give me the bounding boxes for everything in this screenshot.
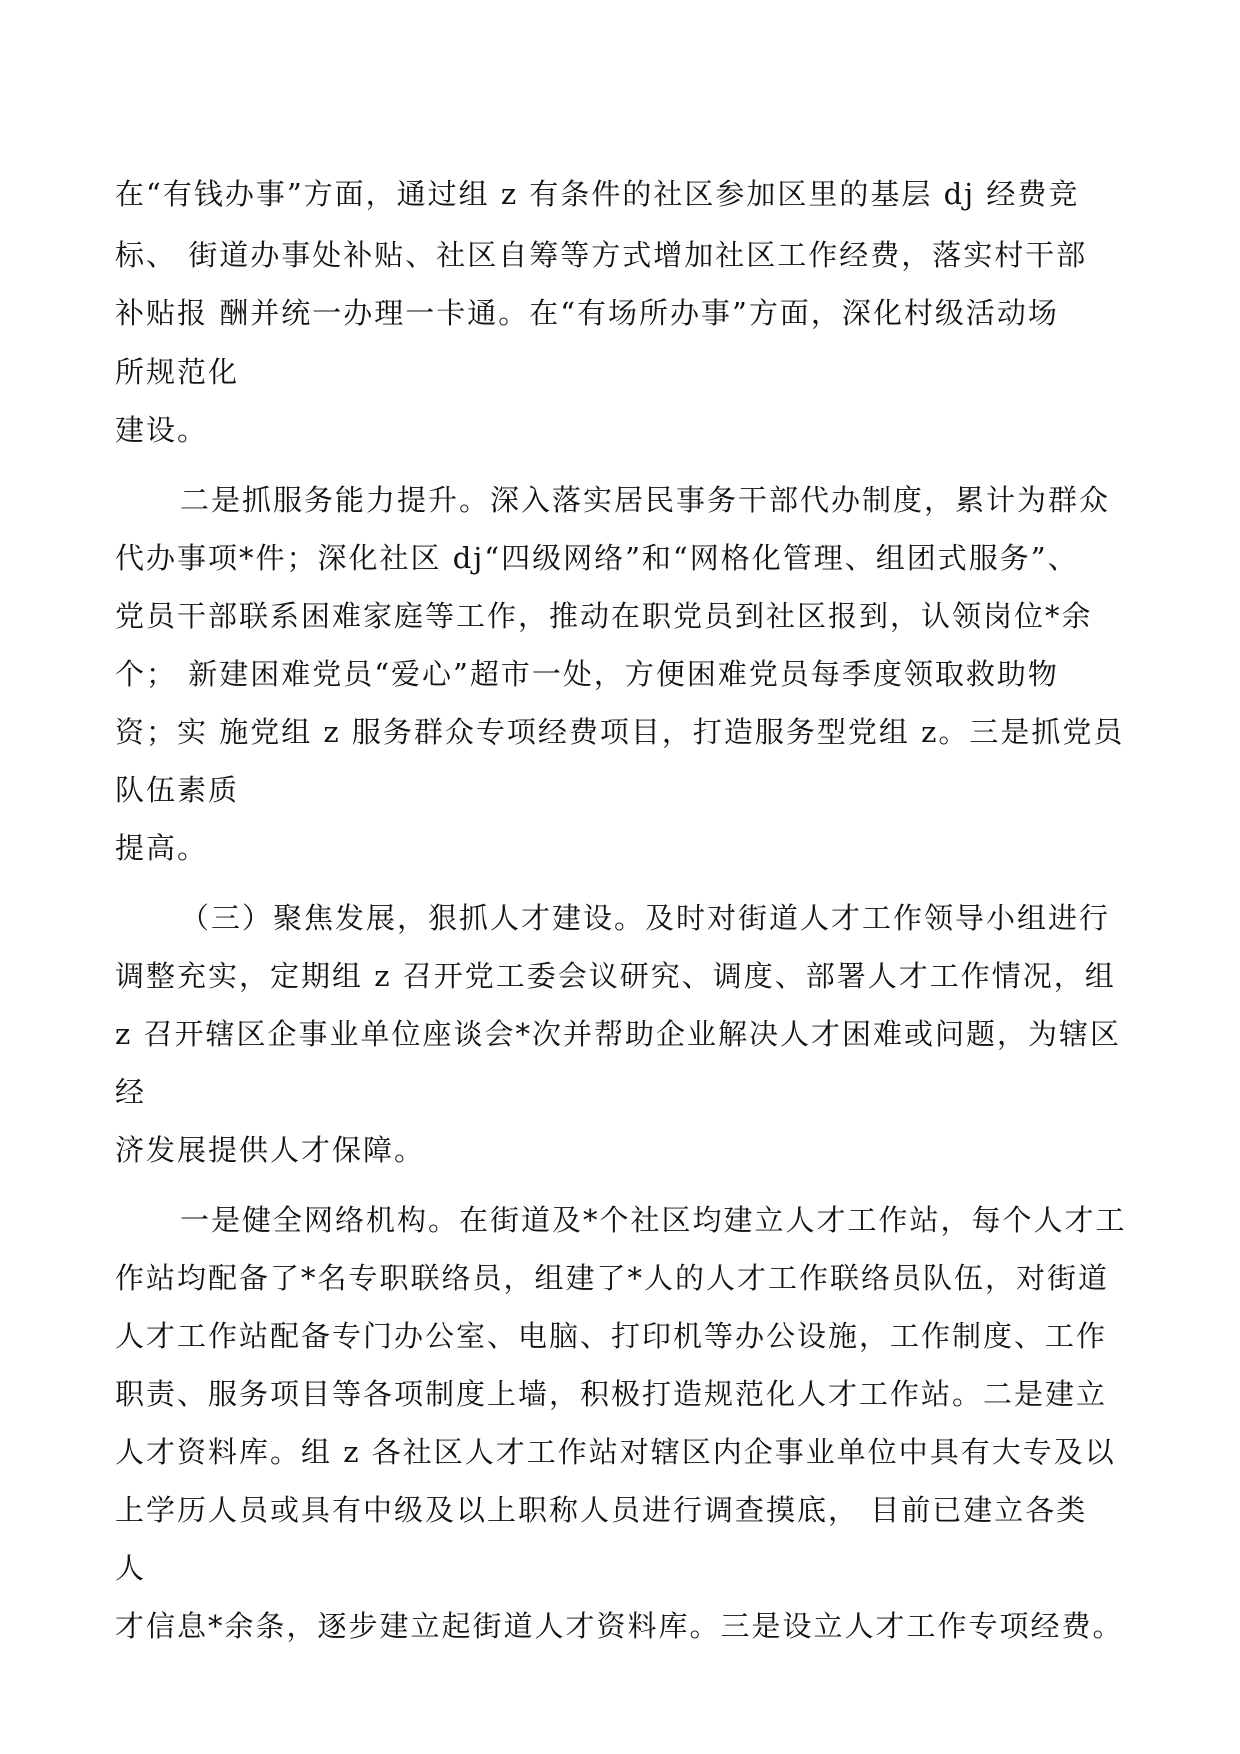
paragraph-first-line: 一是健全网络机构。在街道及*个社区均建立人才工作站，每个人才工 — [180, 1203, 1127, 1237]
text-line: 人才工作站配备专门办公室、电脑、打印机等办公设施，工作制度、工作 — [115, 1319, 1108, 1353]
text-line: 调整充实，定期组 z 召开党工委会议研究、调度、部署人才工作情况，组 — [115, 959, 1116, 993]
section-heading-line: （三）聚焦发展，狠抓人才建设。及时对街道人才工作领导小组进行 — [180, 901, 1111, 935]
text-line: 党员干部联系困难家庭等工作，推动在职党员到社区报到，认领岗位*余 — [115, 599, 1093, 633]
text-line: 所规范化 — [115, 355, 240, 389]
text-line: 队伍素质 — [115, 773, 240, 807]
text-line: 上学历人员或具有中级及以上职称人员进行调查摸底， 目前已建立各类 — [115, 1493, 1088, 1527]
text-line: 人 — [115, 1551, 147, 1585]
text-line: 在“有钱办事”方面，通过组 z 有条件的社区参加区里的基层 dj 经费竞 — [115, 177, 1080, 211]
text-line: 济发展提供人才保障。 — [115, 1133, 426, 1167]
text-line: 才信息*余条，逐步建立起街道人才资料库。三是设立人才工作专项经费。 — [115, 1609, 1124, 1643]
text-line: 个； 新建困难党员“爱心”超市一处，方便困难党员每季度领取救助物 — [115, 657, 1059, 691]
text-line: 职责、服务项目等各项制度上墙，积极打造规范化人才工作站。二是建立 — [115, 1377, 1108, 1411]
text-line: 标、 街道办事处补贴、社区自筹等方式增加社区工作经费，落实村干部 — [115, 238, 1088, 272]
text-line: 代办事项*件；深化社区 dj“四级网络”和“网格化管理、组团式服务”、 — [115, 541, 1079, 575]
text-line: 作站均配备了*名专职联络员，组建了*人的人才工作联络员队伍，对街道 — [115, 1261, 1110, 1295]
text-line: z 召开辖区企事业单位座谈会*次并帮助企业解决人才困难或问题，为辖区 — [115, 1017, 1121, 1051]
text-line: 人才资料库。组 z 各社区人才工作站对辖区内企事业单位中具有大专及以 — [115, 1435, 1116, 1469]
text-line: 经 — [115, 1075, 147, 1109]
paragraph-first-line: 二是抓服务能力提升。深入落实居民事务干部代办制度，累计为群众 — [180, 483, 1111, 517]
text-line: 建设。 — [115, 413, 209, 447]
text-line: 提高。 — [115, 831, 209, 865]
text-line: 资；实 施党组 z 服务群众专项经费项目，打造服务型党组 z。三是抓党员 — [115, 715, 1125, 749]
text-line: 补贴报 酬并统一办理一卡通。在“有场所办事”方面，深化村级活动场 — [115, 296, 1059, 330]
